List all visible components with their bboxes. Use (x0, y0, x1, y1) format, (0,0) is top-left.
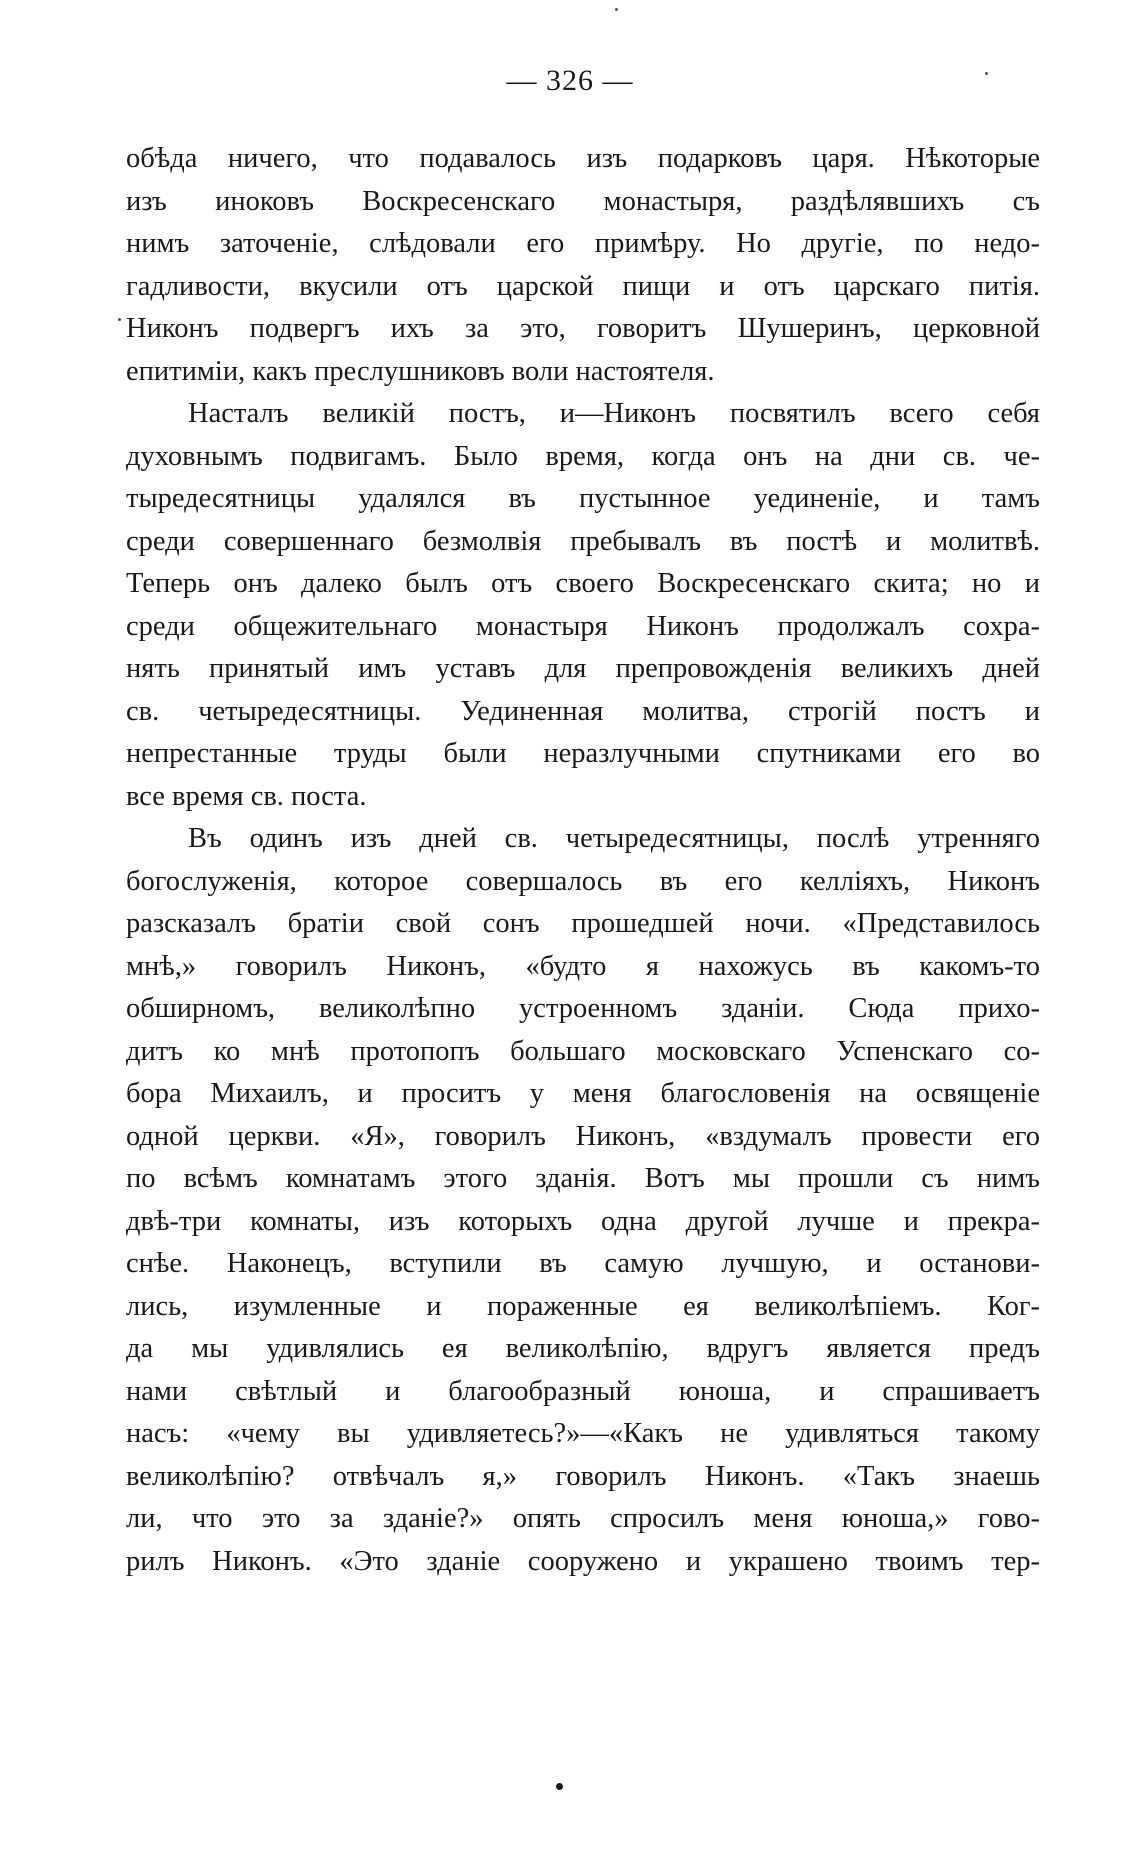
text-line: непрестанные труды были неразлучными спутниками его во (126, 738, 1040, 769)
text-line: Никонъ подвергъ ихъ за это, говоритъ Шушеринъ, церковной (126, 313, 1040, 344)
text-line: мнѣ,» говорилъ Никонъ, «будто я нахожусь въ какомъ-то (126, 950, 1040, 982)
text-line: епитиміи, какъ преслушниковъ воли настоятеля. (126, 355, 715, 387)
text-line: обѣда ничего, что подавалось изъ подарковъ царя. Нѣкоторые (126, 143, 1040, 174)
text-line: среди совершеннаго безмолвія пребывалъ въ постѣ и молитвѣ. (126, 525, 1040, 557)
text-line: по всѣмъ комнатамъ этого зданія. Вотъ мы прошли съ нимъ (126, 1163, 1040, 1194)
text-line: изъ иноковъ Воскресенскаго монастыря, раздѣлявшихъ съ (126, 185, 1040, 217)
text-line: Насталъ великій постъ, и—Никонъ посвятилъ всего себя (188, 398, 1040, 429)
text-line: дитъ ко мнѣ протопопъ большаго московскаго Успенскаго со- (126, 1035, 1040, 1067)
text-line: обширномъ, великолѣпно устроенномъ зданіи. Сюда прихо- (126, 993, 1040, 1024)
text-line: великолѣпію? отвѣчалъ я,» говорилъ Никонъ. «Такъ знаешь (126, 1460, 1040, 1492)
text-line: двѣ-три комнаты, изъ которыхъ одна другой лучше и прекра- (126, 1205, 1040, 1237)
text-line: нами свѣтлый и благообразный юноша, и спрашиваетъ (126, 1375, 1040, 1407)
text-line: снѣе. Наконецъ, вступили въ самую лучшую, и останови- (126, 1248, 1040, 1279)
text-line: да мы удивлялись ея великолѣпію, вдругъ является предъ (126, 1333, 1040, 1364)
text-line: св. четыредесятницы. Уединенная молитва, строгій постъ и (126, 695, 1040, 727)
text-body (126, 138, 1040, 1583)
text-line: духовнымъ подвигамъ. Было время, когда онъ на дни св. че- (126, 440, 1040, 472)
scan-speck (556, 1783, 563, 1790)
text-line: рилъ Никонъ. «Это зданіе сооружено и украшено твоимъ тер- (126, 1545, 1040, 1577)
text-line: гадливости, вкусили отъ царской пищи и отъ царскаго питія. (126, 270, 1040, 302)
text-line: богослуженія, которое совершалось въ его келліяхъ, Никонъ (126, 865, 1040, 897)
paragraph-1 (126, 138, 1040, 393)
page-number: — 326 — (506, 64, 634, 97)
text-line: нять принятый имъ уставъ для препровожденія великихъ дней (126, 653, 1040, 684)
paragraph-2 (126, 393, 1040, 818)
text-line: одной церкви. «Я», говорилъ Никонъ, «вздумалъ провести его (126, 1120, 1040, 1152)
paragraph-3 (126, 818, 1040, 1583)
text-line: все время св. поста. (126, 780, 367, 812)
text-line: насъ: «чему вы удивляетесь?»—«Какъ не удивляться такому (126, 1418, 1040, 1449)
scan-speck (118, 318, 121, 321)
text-line: Теперь онъ далеко былъ отъ своего Воскресенскаго скита; но и (126, 568, 1040, 599)
scan-speck (985, 72, 988, 75)
text-line: лись, изумленные и пораженные ея великолѣпіемъ. Ког- (126, 1290, 1040, 1322)
text-line: среди общежительнаго монастыря Никонъ продолжалъ сохра- (126, 610, 1040, 642)
scan-speck (615, 8, 618, 11)
text-line: разсказалъ братіи свой сонъ прошедшей ночи. «Представилось (126, 908, 1040, 939)
text-line: бора Михаилъ, и проситъ у меня благословенія на освященіе (126, 1078, 1040, 1109)
text-line: ли, что это за зданіе?» опять спросилъ меня юноша,» гово- (126, 1503, 1040, 1534)
text-line: Въ одинъ изъ дней св. четыредесятницы, послѣ утренняго (188, 823, 1040, 854)
text-line: нимъ заточеніе, слѣдовали его примѣру. Но другіе, по недо- (126, 228, 1040, 259)
text-line: тыредесятницы удалялся въ пустынное уединеніе, и тамъ (126, 483, 1040, 514)
